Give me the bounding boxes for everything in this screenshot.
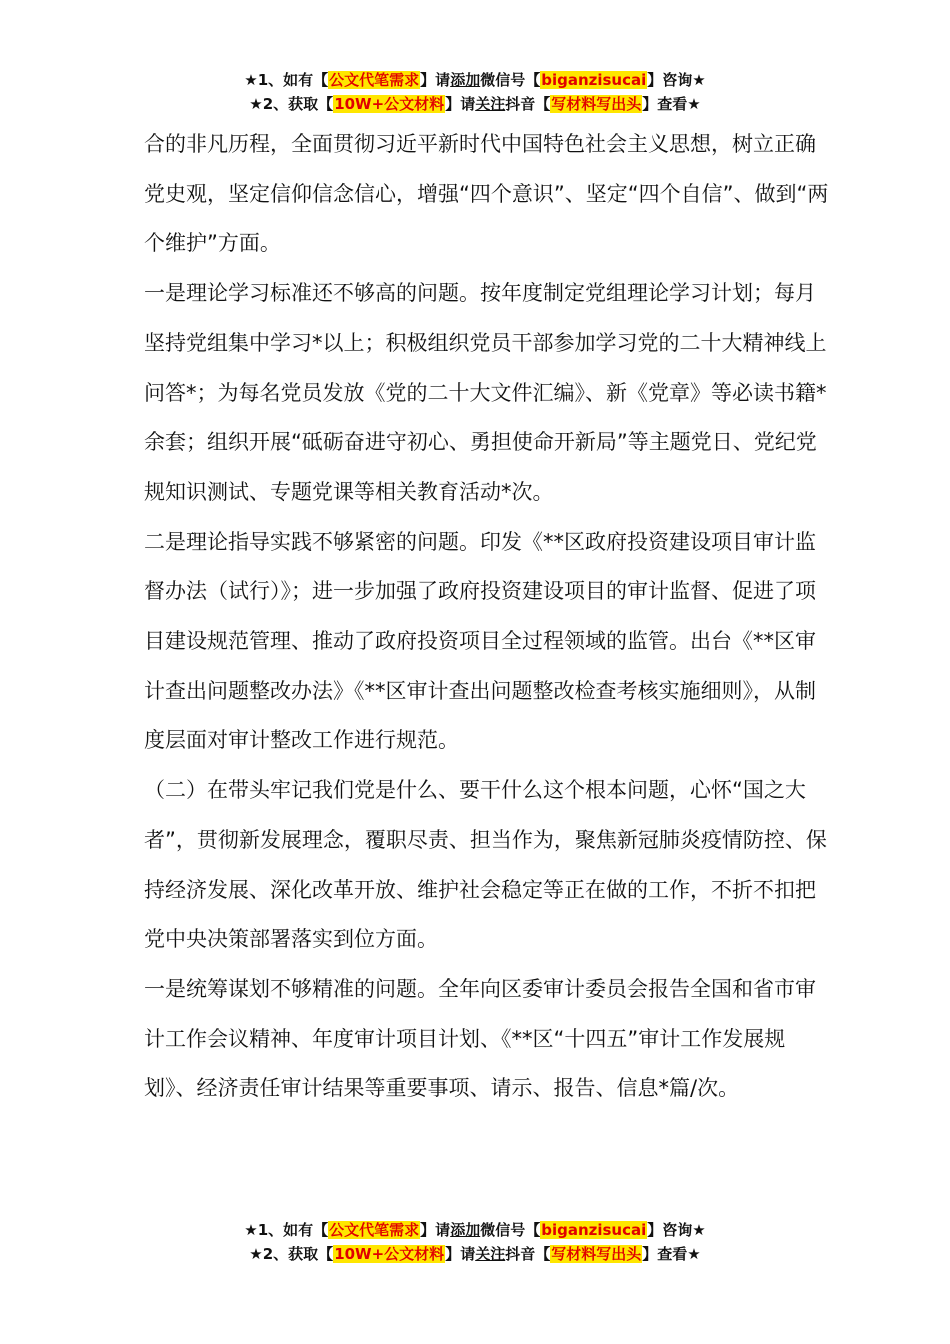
paragraph-4: （二）在带头牢记我们党是什么、要干什么这个根本问题，心怀“国之大者”，贯彻新发展理念，覆职尽责、担当作为，聚焦新冠肺炎疫情防控、保持经济发展、深化改革开放、维护社会稳定等正在做的工作，不折不扣把党中央决策部署落实到位方面。 <box>144 778 827 952</box>
highlight-wechat-id: biganzisucai <box>541 1221 647 1239</box>
underlined-text: 关注 <box>475 1245 506 1263</box>
underlined-text: 添加 <box>450 1221 481 1239</box>
banner-text: 】咨询★ <box>647 1221 706 1239</box>
paragraph-2: 一是理论学习标准还不够高的问题。按年度制定党组理论学习计划；每月坚持党组集中学习*以上；积极组织党员干部参加学习党的二十大精神线上问答*；为每名党员发放《党的二十大文件汇编》、新《党章》等必读书籍*余套；组织开展“砥砺奋进守初心、勇担使命开新局”等主题党日、党纪党规知识测试、专题党课等相关教育活动*次。 <box>144 281 827 504</box>
banner-text: ★1、如有【 <box>244 1221 329 1239</box>
banner-text: 微信号【 <box>480 1221 541 1239</box>
banner-text: 】查看★ <box>642 95 701 113</box>
banner-text: ★2、获取【 <box>249 95 334 113</box>
highlight-douyin-account: 写材料写出头 <box>551 95 642 113</box>
banner-text: 微信号【 <box>480 71 541 89</box>
document-body <box>144 120 834 1114</box>
banner-text: 】查看★ <box>642 1245 701 1263</box>
paragraph-3: 二是理论指导实践不够紧密的问题。印发《**区政府投资建设项目审计监督办法（试行）》；进一步加强了政府投资建设项目的审计监督、促进了项目建设规范管理、推动了政府投资项目全过程领域的监管。出台《**区审计查出问题整改办法》《**区审计查出问题整改检查考核实施细则》，从制度层面对审计整改工作进行规范。 <box>144 529 816 753</box>
banner-text: 】请 <box>445 1245 476 1263</box>
banner-line-2 <box>0 92 950 116</box>
highlight-materials: 10W+公文材料 <box>334 95 445 113</box>
highlight-materials: 10W+公文材料 <box>334 1245 445 1263</box>
banner-line-2 <box>0 1242 950 1266</box>
paragraph-1: 合的非凡历程，全面贯彻习近平新时代中国特色社会主义思想，树立正确党史观，坚定信仰信念信心，增强“四个意识”、坚定“四个自信”、做到“两个维护”方面。 <box>144 132 829 256</box>
banner-line-1 <box>0 68 950 92</box>
highlight-douyin-account: 写材料写出头 <box>551 1245 642 1263</box>
banner-text: 】请 <box>420 71 451 89</box>
banner-line-1 <box>0 1218 950 1242</box>
highlight-wechat-id: biganzisucai <box>541 71 647 89</box>
banner-text: ★1、如有【 <box>244 71 329 89</box>
paragraph-5: 一是统筹谋划不够精准的问题。全年向区委审计委员会报告全国和省市审计工作会议精神、年度审计项目计划、《**区“十四五”审计工作发展规划》、经济责任审计结果等重要事项、请示、报告、信息*篇/次。 <box>144 976 816 1101</box>
underlined-text: 添加 <box>450 71 481 89</box>
banner-text: 抖音【 <box>505 1245 551 1263</box>
underlined-text: 关注 <box>475 95 506 113</box>
footer-banner <box>0 1218 950 1266</box>
banner-text: 】请 <box>445 95 476 113</box>
banner-text: 抖音【 <box>505 95 551 113</box>
highlight-ghostwriting: 公文代笔需求 <box>329 1221 420 1239</box>
banner-text: 】请 <box>420 1221 451 1239</box>
banner-text: 】咨询★ <box>647 71 706 89</box>
header-banner <box>0 68 950 116</box>
banner-text: ★2、获取【 <box>249 1245 334 1263</box>
highlight-ghostwriting: 公文代笔需求 <box>329 71 420 89</box>
